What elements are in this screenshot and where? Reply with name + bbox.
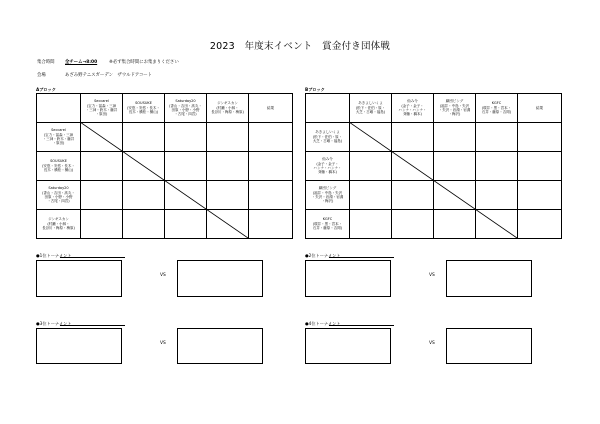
score-cell[interactable] <box>434 123 476 152</box>
tournament-3-team-box-right[interactable] <box>177 328 263 364</box>
block-a-result-header: 結果 <box>249 94 293 123</box>
block-b-col-header <box>476 94 518 123</box>
block-b-row-header <box>306 181 350 210</box>
block-a-col-team-name: SOUSUKE <box>135 101 152 106</box>
tournament-4-label: ●4位トーナメント <box>305 321 341 326</box>
score-cell[interactable] <box>476 181 518 210</box>
block-b-col-team-members: (環井・黒・宮本・ 石井・藤原・吉岡) <box>481 105 512 115</box>
block-a-col-team-members: (宝力・冨森・三神 ・三神・鈴木・藤井 ・原田) <box>85 103 118 117</box>
block-b-row-team-members: (環井・黒・宮本・ 石井・藤原・吉岡) <box>312 221 343 231</box>
score-cell[interactable] <box>392 181 434 210</box>
result-cell[interactable] <box>249 181 293 210</box>
block-b-row-team-name: KGFC <box>322 217 333 222</box>
block-b-col-team-members: (金子・金子・ ハンナ・ハンナ・ 斉藤・橋本) <box>398 103 427 117</box>
block-a-row-team-members: (村瀬・小林・ 長谷川・梅原・梅原) <box>42 221 75 231</box>
tournament-2-team-box-right[interactable] <box>446 260 532 297</box>
score-cell[interactable] <box>81 152 123 181</box>
block-b-col-header <box>350 94 392 123</box>
block-b-col-team-name: あきよしいくよ <box>358 101 383 106</box>
tournament-2-underline <box>329 257 394 258</box>
block-b-col-team-members: (松下・佐伯・原・ 大芝・古嶋・福島) <box>355 105 386 115</box>
tournament-4-vs: VS <box>429 341 435 346</box>
score-cell[interactable] <box>392 123 434 152</box>
result-cell[interactable] <box>518 210 562 239</box>
score-cell[interactable] <box>81 210 123 239</box>
tournament-3-team-box-left[interactable] <box>36 328 122 364</box>
block-b-row-team-members: (金子・金子・ ハンナ・ハンナ・ 斉藤・橋本) <box>313 161 342 175</box>
block-b-col-header <box>392 94 434 123</box>
score-cell[interactable] <box>476 152 518 181</box>
block-a-corner-cell <box>37 94 81 123</box>
score-cell[interactable] <box>207 210 249 239</box>
tournament-2-label: ●2位トーナメント <box>305 253 341 258</box>
block-a-col-team-members: (安悠・安悠・長木・ 長木・横松・横山) <box>127 105 160 115</box>
score-cell[interactable] <box>434 181 476 210</box>
meeting-time-label: 集合時間 <box>37 60 55 65</box>
block-b-row-team-name: 仙み令 <box>322 157 333 162</box>
meeting-time-row <box>37 59 179 65</box>
block-a-col-team-members: (村瀬・小林・ 長谷川・梅原・梅原) <box>211 105 244 115</box>
score-cell[interactable] <box>476 123 518 152</box>
score-cell[interactable] <box>165 152 207 181</box>
block-b-label: Bブロック <box>305 87 325 92</box>
block-a-row-header <box>37 210 81 239</box>
block-a-col-header <box>207 94 249 123</box>
score-cell[interactable] <box>123 152 165 181</box>
score-cell[interactable] <box>165 181 207 210</box>
tournament-1-team-box-left[interactable] <box>36 260 122 297</box>
score-cell[interactable] <box>207 181 249 210</box>
score-cell[interactable] <box>207 152 249 181</box>
result-cell[interactable] <box>249 152 293 181</box>
block-a-row-team-members: (安悠・安悠・長木・ 長木・横松・横山) <box>42 163 75 173</box>
tournament-2-vs: VS <box>429 273 435 278</box>
score-cell[interactable] <box>350 210 392 239</box>
score-cell[interactable] <box>207 123 249 152</box>
block-b-row-team-name: あきよしいくよ <box>315 130 340 135</box>
score-cell[interactable] <box>350 152 392 181</box>
score-cell[interactable] <box>123 123 165 152</box>
score-cell[interactable] <box>81 181 123 210</box>
score-cell[interactable] <box>165 210 207 239</box>
block-b-row-team-name: 劇団ピング <box>318 186 337 191</box>
venue-row <box>37 72 152 78</box>
block-b-row-team-members: (松下・佐伯・原・ 大芝・古嶋・福島) <box>312 134 343 144</box>
tournament-3-underline <box>60 325 125 326</box>
score-cell[interactable] <box>476 210 518 239</box>
block-b-row-header <box>306 210 350 239</box>
block-b-corner-cell <box>306 94 350 123</box>
block-a-col-team-name: Seccarel <box>94 99 109 104</box>
score-cell[interactable] <box>350 181 392 210</box>
score-cell[interactable] <box>434 210 476 239</box>
venue-value: あざみ野テニスガーデン ザウルドアコート <box>65 73 153 78</box>
score-cell[interactable] <box>434 152 476 181</box>
block-a-row-team-name: Saturday20 <box>48 186 69 191</box>
block-b-col-team-name: 劇団ピング <box>445 99 464 104</box>
block-a-row-header <box>37 152 81 181</box>
block-a-col-team-members: (香山・吉田・高丸・ 田原・小野・小野 ・古尾・四宮) <box>169 103 202 117</box>
block-b-col-team-members: (福井・中島・矢沢 ・矢沢・岩淵・岩淵 ・梅沢) <box>438 103 471 117</box>
meeting-time-note: ※必ず集合時間にお集まりください <box>109 60 179 65</box>
score-cell[interactable] <box>392 210 434 239</box>
block-a-row-team-name: ジンギスカン <box>48 217 69 222</box>
score-cell[interactable] <box>123 210 165 239</box>
result-cell[interactable] <box>249 210 293 239</box>
tournament-1-label: ●1位トーナメント <box>36 253 72 258</box>
block-a-table <box>36 93 293 239</box>
result-cell[interactable] <box>249 123 293 152</box>
block-a-row-header <box>37 123 81 152</box>
block-a-col-team-name: ジンギスカン <box>217 101 238 106</box>
score-cell[interactable] <box>123 181 165 210</box>
venue-label: 会場 <box>37 73 46 78</box>
block-a-col-team-name: Saturday20 <box>175 99 196 104</box>
block-a-row-team-name: SOUSUKE <box>50 159 67 164</box>
block-b-col-header <box>434 94 476 123</box>
block-b-row-header <box>306 123 350 152</box>
page-title: 2023 年度末イベント 賞金付き団体戦 <box>209 41 391 52</box>
block-a-col-header <box>165 94 207 123</box>
block-b-row-header <box>306 152 350 181</box>
score-cell[interactable] <box>165 123 207 152</box>
tournament-3-label: ●3位トーナメント <box>36 321 72 326</box>
result-cell[interactable] <box>518 123 562 152</box>
block-b-col-team-name: 仙み令 <box>407 99 418 104</box>
tournament-3-vs: VS <box>160 341 166 346</box>
result-cell[interactable] <box>518 152 562 181</box>
block-a-col-header <box>123 94 165 123</box>
score-cell[interactable] <box>81 123 123 152</box>
block-a-row-header <box>37 181 81 210</box>
tournament-4-team-box-right[interactable] <box>446 328 532 364</box>
block-b-row-team-members: (福井・中島・矢沢 ・矢沢・岩淵・岩淵 ・梅沢) <box>311 190 344 204</box>
tournament-1-team-box-right[interactable] <box>177 260 263 297</box>
block-a-row-team-members: (宝力・冨森・三神 ・三神・鈴木・藤井 ・原田) <box>42 132 75 146</box>
result-cell[interactable] <box>518 181 562 210</box>
score-cell[interactable] <box>392 152 434 181</box>
tournament-2-team-box-left[interactable] <box>305 260 391 297</box>
block-b-col-team-name: KGFC <box>491 101 502 106</box>
tournament-4-underline <box>329 325 394 326</box>
block-a-row-team-members: (香山・吉田・高丸・ 田原・小野・小野 ・古尾・四宮) <box>42 190 75 204</box>
block-a-label: Aブロック <box>36 87 56 92</box>
tournament-1-underline <box>60 257 125 258</box>
block-b-result-header: 結果 <box>518 94 562 123</box>
score-cell[interactable] <box>350 123 392 152</box>
tournament-4-team-box-left[interactable] <box>305 328 391 364</box>
block-a-col-header <box>81 94 123 123</box>
block-b-table <box>305 93 562 239</box>
block-a-row-team-name: Seccarel <box>51 128 66 133</box>
meeting-time-value: 全チーム→8:00 <box>65 60 98 65</box>
tournament-1-vs: VS <box>160 273 166 278</box>
